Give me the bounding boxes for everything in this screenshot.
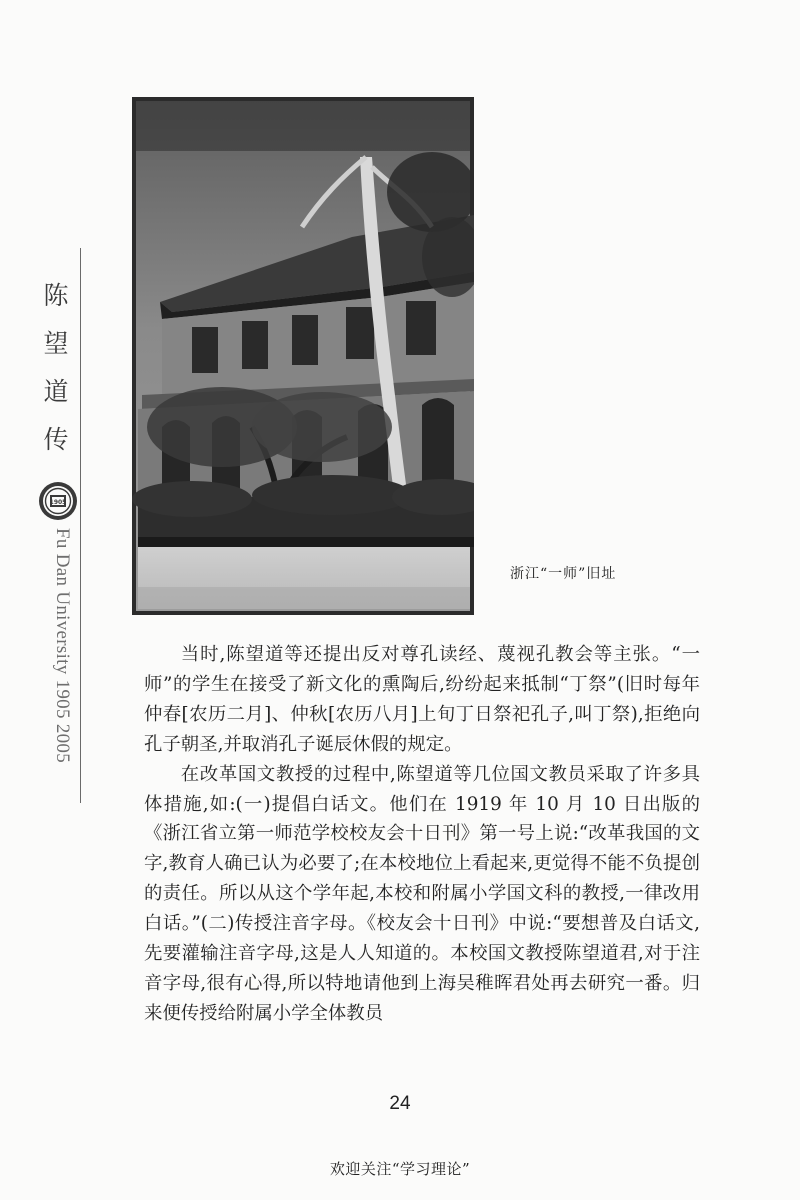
running-title [38, 272, 74, 464]
footer-note: 欢迎关注“学习理论” [329, 1160, 471, 1178]
paragraph: 当时,陈望道等还提出反对尊孔读经、蔑视孔教会等主张。“一师”的学生在接受了新文化的熏陶后,纷纷起来抵制“丁祭”(旧时每年仲春[农历二月]、仲秋[农历八月]上旬丁日祭祀孔子,叫丁祭),拒绝向孔子朝圣,并取消孔子诞辰休假的规定。 [144, 644, 700, 755]
university-seal-logo [38, 481, 78, 521]
figure-caption: 浙江“一师”旧址 [510, 566, 617, 582]
running-title-char: 望 [43, 329, 69, 358]
margin-rule [80, 248, 81, 803]
running-title-char: 道 [43, 377, 69, 406]
body-text [144, 640, 700, 1029]
historic-building-photo [132, 97, 474, 615]
running-title-char: 陈 [43, 281, 69, 310]
logo-text: 1905 [49, 499, 67, 506]
paragraph: 在改革国文教授的过程中,陈望道等几位国文教员采取了许多具体措施,如:(一)提倡白话文。他们在 1919 年 10 月 10 日出版的《浙江省立第一师范学校校友会十日刊》第一号上说:“改革我国的文字,教育人确已认为必要了;在本校地位上看起来,更觉得不能不负提创的责任。所以从这个学年起,本校和附属小学国文科的教授,一律改用白话。”(二)传授注音字母。《校友会十日刊》中说:“要想普及白话文,先要灌输注音字母,这是人人知道的。本校国文教授陈望道君,对于注音字母,很有心得,所以特地请他到上海吴稚晖君处再去研究一番。归来便传授给附属小学全体教员 [144, 763, 700, 1024]
page-number: 24 [389, 1093, 411, 1114]
running-title-char: 传 [43, 425, 69, 454]
university-english-line: Fu Dan University 1905 2005 [52, 528, 73, 764]
